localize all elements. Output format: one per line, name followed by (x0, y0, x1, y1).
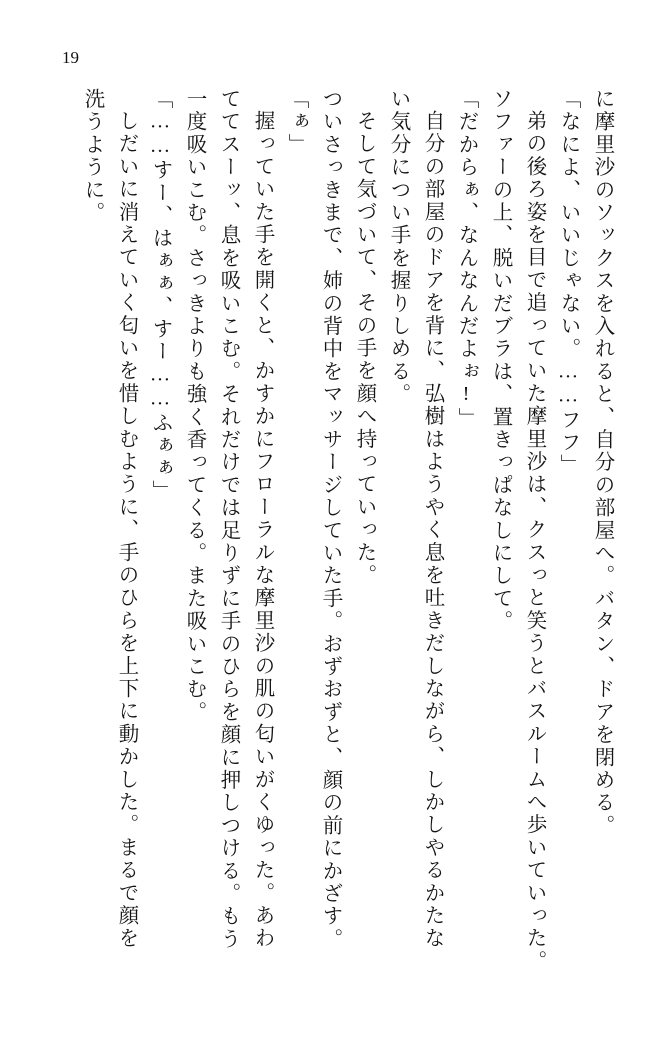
text-line: ててスーッ、息を吸いこむ。それだけでは足りずに手のひらを顔に押しつける。もう (217, 88, 239, 951)
text-line: 自分の部屋のドアを背に、弘樹はようやく息を吐きだしながら、しかしやるかたな (421, 110, 443, 950)
text-line: しだいに消えていく匂いを惜しむように、手のひらを上下に動かした。まるで顔を (115, 110, 137, 950)
text-line: 「なによ、いいじゃない。……フフ」 (557, 88, 579, 477)
text-line: 一度吸いこむ。さっきよりも強く香ってくる。また吸いこむ。 (183, 88, 205, 724)
text-line: に摩里沙のソックスを入れると、自分の部屋へ。バタン、ドアを閉める。 (591, 88, 613, 838)
text-line: 「ぁ」 (285, 88, 307, 157)
text-line: 「……すー、はぁぁ、すー……ふぁぁ」 (149, 88, 171, 503)
page-number: 19 (62, 48, 79, 67)
text-line: ソファーの上、脱いだブラは、置きっぱなしにして。 (489, 88, 511, 633)
text-line: い気分につい手を握りしめる。 (387, 88, 409, 406)
text-line: 握っていた手を開くと、かすかにフローラルな摩里沙の肌の匂いがくゆった。あわ (251, 110, 273, 950)
text-line: 弟の後ろ姿を目で追っていた摩里沙は、クスっと笑うとバスルームへ歩いていった。 (523, 110, 545, 973)
text-line: 「だからぁ、なんなんだよぉ!」 (455, 88, 477, 430)
text-line: そして気づいて、その手を顔へ持っていった。 (353, 110, 375, 587)
vertical-text-block (52, 88, 612, 998)
text-line: 洗うように。 (81, 88, 103, 225)
text-line: ついさっきまで、姉の背中をマッサージしていた手。おずおずと、顔の前にかざす。 (319, 88, 341, 951)
